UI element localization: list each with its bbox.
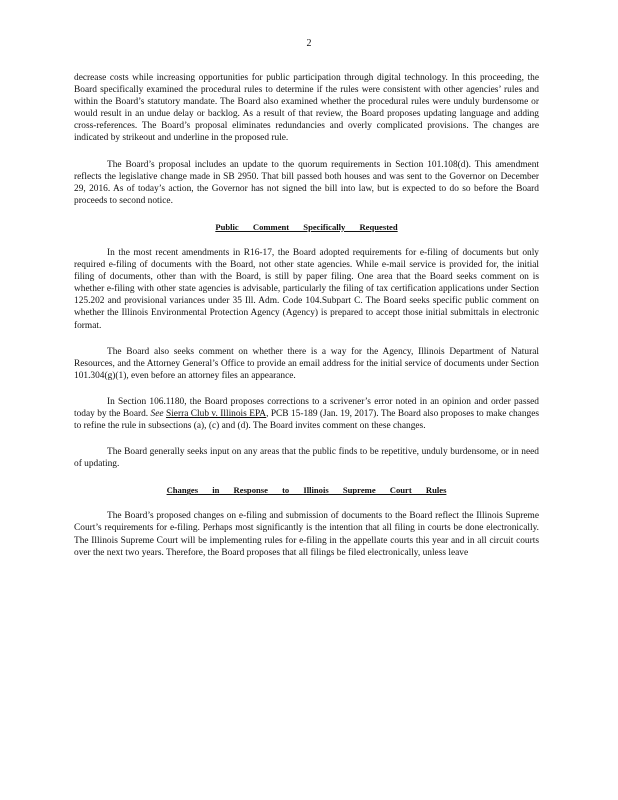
paragraph	[74, 396, 539, 432]
page-number: 2	[306, 38, 312, 49]
case-name: Sierra Club v. Illinois EPA	[165, 408, 267, 419]
paragraph-text: In Section 106.1180, the Board proposes corrections to a scrivener’s error noted in an opinion and order passed today by the Board.	[74, 396, 539, 419]
citation-signal: See	[150, 408, 164, 419]
section-heading	[74, 484, 539, 496]
paragraph: The Board’s proposal includes an update to the quorum requirements in Section 101.108(d). This amendment reflects the legislative change made in SB 2950. That bill passed both houses and was sent to the Governor on December 29, 2016. As of today’s action, the Governor has not signed the bill into law, but is expected to do so before the Board proceeds to second notice.	[74, 159, 539, 206]
paragraph: The Board also seeks comment on whether there is a way for the Agency, Illinois Department of Natural Resources, and the Attorney General’s Office to provide an email address for the initial service of documents under Section 101.304(g)(1), even before an attorney files an appearance.	[74, 346, 539, 381]
page-body	[74, 72, 539, 559]
section-heading	[74, 221, 539, 233]
paragraph: The Board’s proposed changes on e-filing and submission of documents to the Board reflect the Illinois Supreme Court’s requirements for e-filing. Perhaps most significantly is the intention that all filing in courts be done electronically. The Illinois Supreme Court will be implementing rules for e-filing in the appellate courts this year and in all circuit courts over the next two years. Therefore, the Board proposes that all filings be filed electronically, unless leave	[74, 511, 539, 558]
paragraph-text: , PCB 15-189 (Jan. 19, 2017). The Board also proposes to make changes to refine the rule in subsections (a), (c) and (d). The Board invites comment on these changes.	[74, 408, 540, 432]
section-heading-text: Public Comment Specifically Requested	[215, 221, 398, 232]
paragraph: The Board generally seeks input on any areas that the public finds to be repetitive, unduly burdensome, or in need of updating.	[74, 447, 539, 470]
paragraph: decrease costs while increasing opportunities for public participation through digital technology. In this proceeding, the Board specifically examined the procedural rules to determine if the rules were consistent with other agencies’ rules and within the Board’s statutory mandate. The Board also examined whether the procedural rules were unduly burdensome or would result in an undue delay or backlog. As a result of that review, the Board proposes updating language and adding cross-references. The Board’s proposal eliminates redundancies and overly complicated provisions. The changes are indicated by strikeout and underline in the proposed rule.	[74, 73, 539, 144]
paragraph: In the most recent amendments in R16-17, the Board adopted requirements for e-filing of documents but only required e-filing of documents with the Board, not other state agencies. While e-mail service is provided for, the initial filing of documents, other than with the Board, is still by paper filing. One area that the Board seeks comment on is whether e-filing with other state agencies is advisable, particularly the filing of tax certification applications under Section 125.202 and provisional variances under 35 Ill. Adm. Code 104.Subpart C. The Board seeks specific public comment on whether the Illinois Environmental Protection Agency (Agency) is prepared to accept those initial submittals in electronic format.	[74, 247, 539, 331]
section-heading-text: Changes in Response to Illinois Supreme Court Rules	[166, 485, 447, 496]
